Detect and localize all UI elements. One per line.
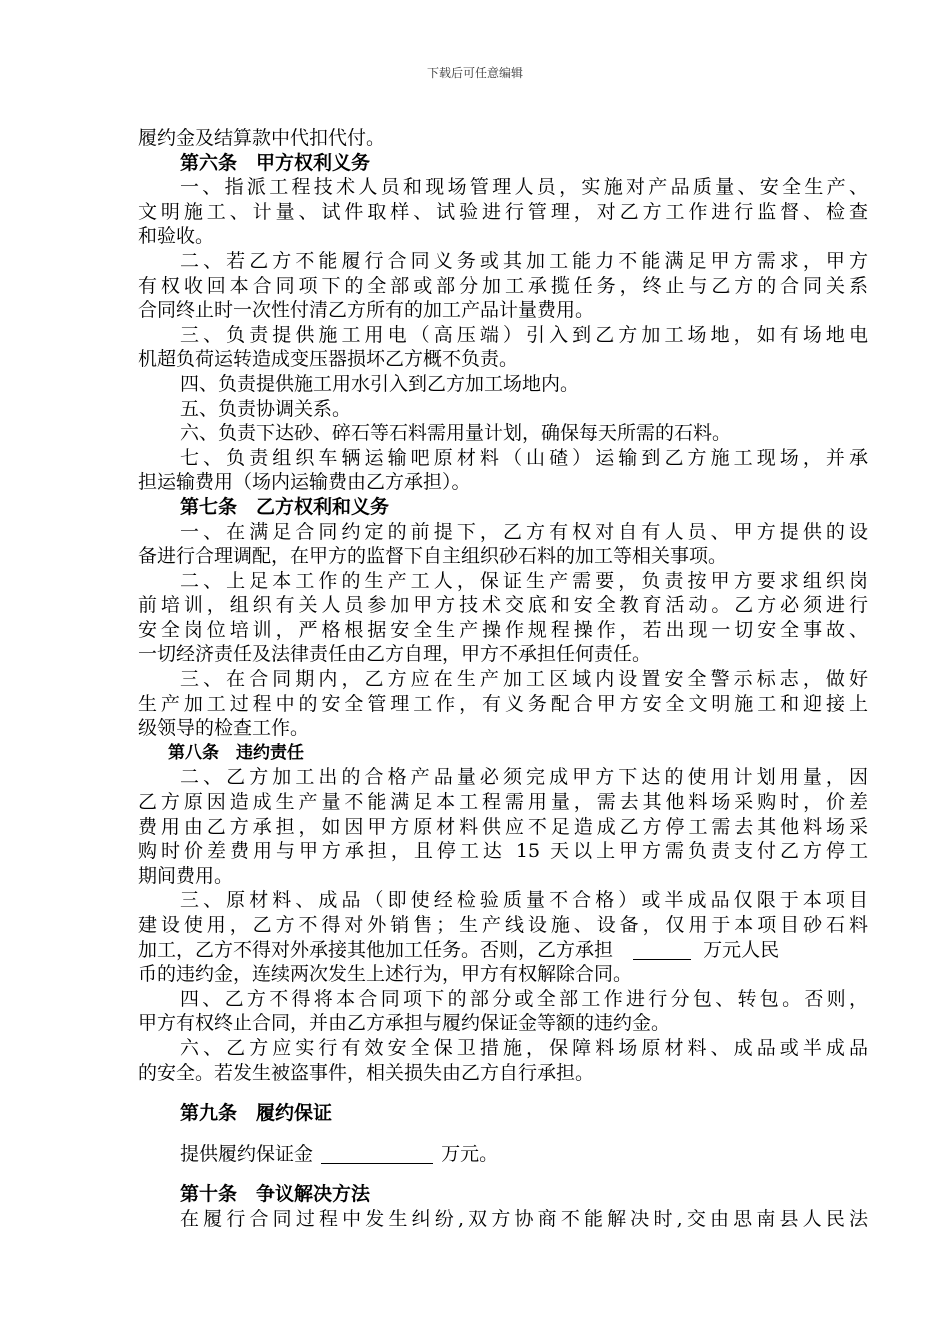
paragraph-line: 乙方原因造成生产量不能满足本工程需用量，需去其他料场采购时，价差 (138, 791, 868, 814)
paragraph-line (138, 1142, 868, 1167)
paragraph-text: 提供履约保证金 (180, 1142, 314, 1165)
paragraph-line: 前培训，组织有关人员参加甲方技术交底和安全教育活动。乙方必须进行 (138, 594, 868, 617)
paragraph-line (138, 938, 868, 963)
paragraph-line: 备进行合理调配，在甲方的监督下自主组织砂石料的加工等相关事项。 (138, 545, 728, 568)
paragraph-line: 币的违约金，连续两次发生上述行为，甲方有权解除合同。 (138, 963, 633, 986)
article-heading: 第九条 履约保证 (180, 1102, 333, 1125)
article-heading: 第十条 争议解决方法 (180, 1183, 371, 1206)
article-heading: 第八条 违约责任 (168, 742, 304, 763)
paragraph-line: 三、在合同期内，乙方应在生产加工区域内设置安全警示标志，做好 (180, 668, 868, 691)
paragraph-line: 一切经济责任及法律责任由乙方自理，甲方不承担任何责任。 (138, 643, 652, 666)
paragraph-line: 的安全。若发生被盗事件，相关损失由乙方自行承担。 (138, 1061, 595, 1084)
page-header: 下载后可任意编辑 (426, 66, 523, 80)
paragraph-text: 加工，乙方不得对外承接其他加工任务。否则，乙方承担 (138, 938, 614, 961)
paragraph-line: 费用由乙方承担，如因甲方原材料供应不足造成乙方停工需去其他料场采 (138, 815, 868, 838)
paragraph-text: 万元人民 (703, 938, 780, 961)
paragraph-line: 七、负责组织车辆运输吧原材料（山碴）运输到乙方施工现场，并承 (180, 446, 868, 469)
paragraph-line: 六、乙方应实行有效安全保卫措施，保障料场原材料、成品或半成品 (180, 1036, 868, 1059)
paragraph-text: 万元。 (441, 1142, 499, 1165)
paragraph-line: 二、上足本工作的生产工人，保证生产需要，负责按甲方要求组织岗 (180, 569, 868, 592)
paragraph-line: 和验收。 (138, 225, 215, 248)
paragraph-line: 六、负责下达砂、碎石等石料需用量计划，确保每天所需的石料。 (180, 422, 732, 445)
paragraph-line: 五、负责协调关系。 (180, 397, 352, 420)
paragraph-line: 有权收回本合同项下的全部或部分加工承揽任务，终止与乙方的合同关系 (138, 274, 868, 297)
spacer (138, 1085, 868, 1101)
spacer (138, 1126, 868, 1142)
paragraph-line: 合同终止时一次性付清乙方所有的加工产品计量费用。 (138, 299, 595, 322)
paragraph-line: 二、乙方加工出的合格产品量必须完成甲方下达的使用计划用量，因 (180, 766, 868, 789)
paragraph-line: 文明施工、计量、试件取样、试验进行管理，对乙方工作进行监督、检查 (138, 200, 868, 223)
paragraph-line: 机超负荷运转造成变压器损坏乙方概不负责。 (138, 348, 519, 371)
paragraph-line: 履约金及结算款中代扣代付。 (138, 127, 386, 149)
article-heading: 第六条 甲方权利义务 (180, 151, 371, 174)
paragraph-line: 生产加工过程中的安全管理工作，有义务配合甲方安全文明施工和迎接上 (138, 692, 868, 715)
paragraph-line: 担运输费用（场内运输费由乙方承担）。 (138, 471, 471, 494)
paragraph-line: 一、指派工程技术人员和现场管理人员，实施对产品质量、安全生产、 (180, 176, 868, 199)
fill-in-blank[interactable] (321, 1144, 433, 1164)
paragraph-line: 购时价差费用与甲方承担，且停工达 15 天以上甲方需负责支付乙方停工 (138, 840, 868, 863)
paragraph-line: 期间费用。 (138, 864, 234, 887)
document-body (138, 126, 868, 1232)
paragraph-line: 甲方有权终止合同，并由乙方承担与履约保证金等额的违约金。 (138, 1012, 671, 1035)
fill-in-blank[interactable] (633, 940, 691, 960)
paragraph-line: 三、原材料、成品（即使经检验质量不合格）或半成品仅限于本项目 (180, 889, 868, 912)
paragraph-line: 四、负责提供施工用水引入到乙方加工场地内。 (180, 372, 580, 395)
paragraph-line: 二、若乙方不能履行合同义务或其加工能力不能满足甲方需求，甲方 (180, 249, 868, 272)
article-heading: 第七条 乙方权利和义务 (180, 495, 390, 518)
paragraph-line: 在履行合同过程中发生纠纷,双方协商不能解决时,交由思南县人民法 (180, 1207, 868, 1230)
paragraph-line: 安全岗位培训，严格根据安全生产操作规程操作，若出现一切安全事故、 (138, 618, 868, 641)
paragraph-line: 一、在满足合同约定的前提下，乙方有权对自有人员、甲方提供的设 (180, 520, 868, 543)
paragraph-line: 级领导的检查工作。 (138, 717, 310, 740)
paragraph-line: 三、负责提供施工用电（高压端）引入到乙方加工场地，如有场地电 (180, 323, 868, 346)
paragraph-line: 四、乙方不得将本合同项下的部分或全部工作进行分包、转包。否则， (180, 987, 868, 1010)
paragraph-line: 建设使用，乙方不得对外销售；生产线设施、设备，仅用于本项目砂石料 (138, 914, 868, 936)
spacer (138, 1166, 868, 1182)
